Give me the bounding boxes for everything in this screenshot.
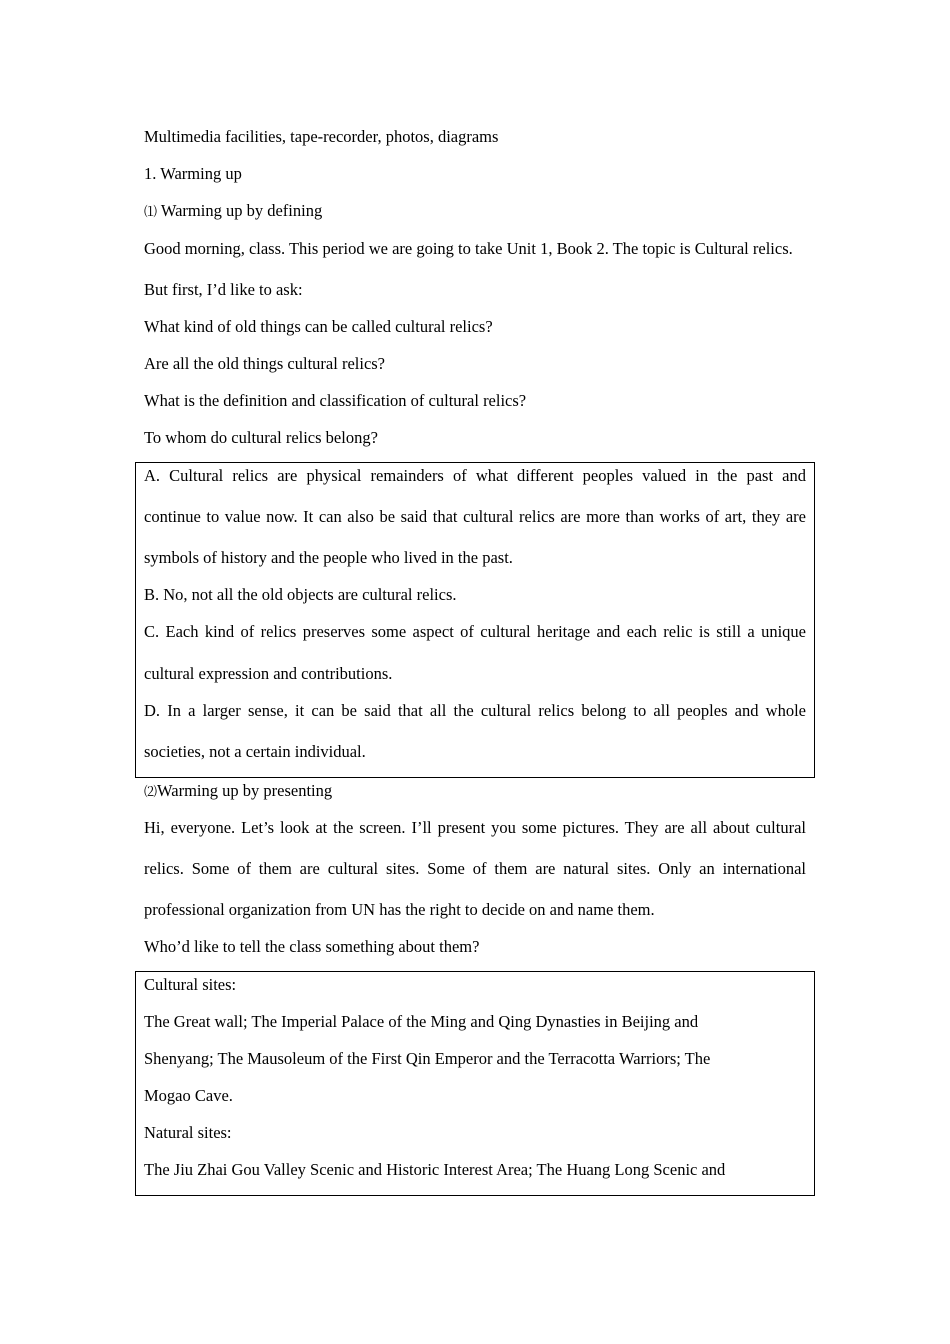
cultural-sites-line: Shenyang; The Mausoleum of the First Qin Emperor and the Terracotta Warriors; The [144,1049,711,1068]
answer-c-line: C. Each kind of relics preserves some aspect of cultural heritage and each relic is still a unique [144,622,806,641]
part2-paragraph-line: professional organization from UN has the right to decide on and name them. [144,900,655,919]
part2-marker: ⑵ [144,785,158,800]
natural-sites-line: The Jiu Zhai Gou Valley Scenic and Historic Interest Area; The Huang Long Scenic and [144,1160,726,1179]
part1-line: To whom do cultural relics belong? [144,428,378,447]
part1-line: Are all the old things cultural relics? [144,354,386,373]
cultural-sites-heading: Cultural sites: [144,975,237,994]
cultural-sites-line: The Great wall; The Imperial Palace of the Ming and Qing Dynasties in Beijing and [144,1012,699,1031]
answer-a-line: A. Cultural relics are physical remainders of what different peoples valued in the past and [144,466,806,485]
part1-marker: ⑴ [144,205,158,220]
part2-paragraph-line: Hi, everyone. Let’s look at the screen. I’ll present you some pictures. They are all about cultural [144,818,806,837]
natural-sites-heading: Natural sites: [144,1123,232,1142]
answer-b: B. No, not all the old objects are cultural relics. [144,585,457,604]
part2-question: Who’d like to tell the class something about them? [144,937,480,956]
answer-d-line: societies, not a certain individual. [144,742,366,761]
cultural-sites-line: Mogao Cave. [144,1086,233,1105]
answer-a-line: symbols of history and the people who lived in the past. [144,548,513,567]
answer-a-line: continue to value now. It can also be said that cultural relics are more than works of art, they are [144,507,806,526]
part1-title: Warming up by defining [157,201,323,220]
step-title: 1. Warming up [144,164,242,183]
part1-heading [144,201,322,223]
part2-heading [144,781,332,803]
part1-line: What is the definition and classification of cultural relics? [144,391,527,410]
part1-line: Good morning, class. This period we are going to take Unit 1, Book 2. The topic is Cultural relics. [144,239,793,258]
part2-title: Warming up by presenting [157,781,333,800]
part1-line: What kind of old things can be called cultural relics? [144,317,493,336]
answer-c-line: cultural expression and contributions. [144,664,393,683]
answer-d-line: D. In a larger sense, it can be said that all the cultural relics belong to all peoples and whole [144,701,806,720]
part1-line: But first, I’d like to ask: [144,280,303,299]
part2-paragraph-line: relics. Some of them are cultural sites. Some of them are natural sites. Only an international [144,859,806,878]
equipment-line: Multimedia facilities, tape-recorder, photos, diagrams [144,127,499,146]
